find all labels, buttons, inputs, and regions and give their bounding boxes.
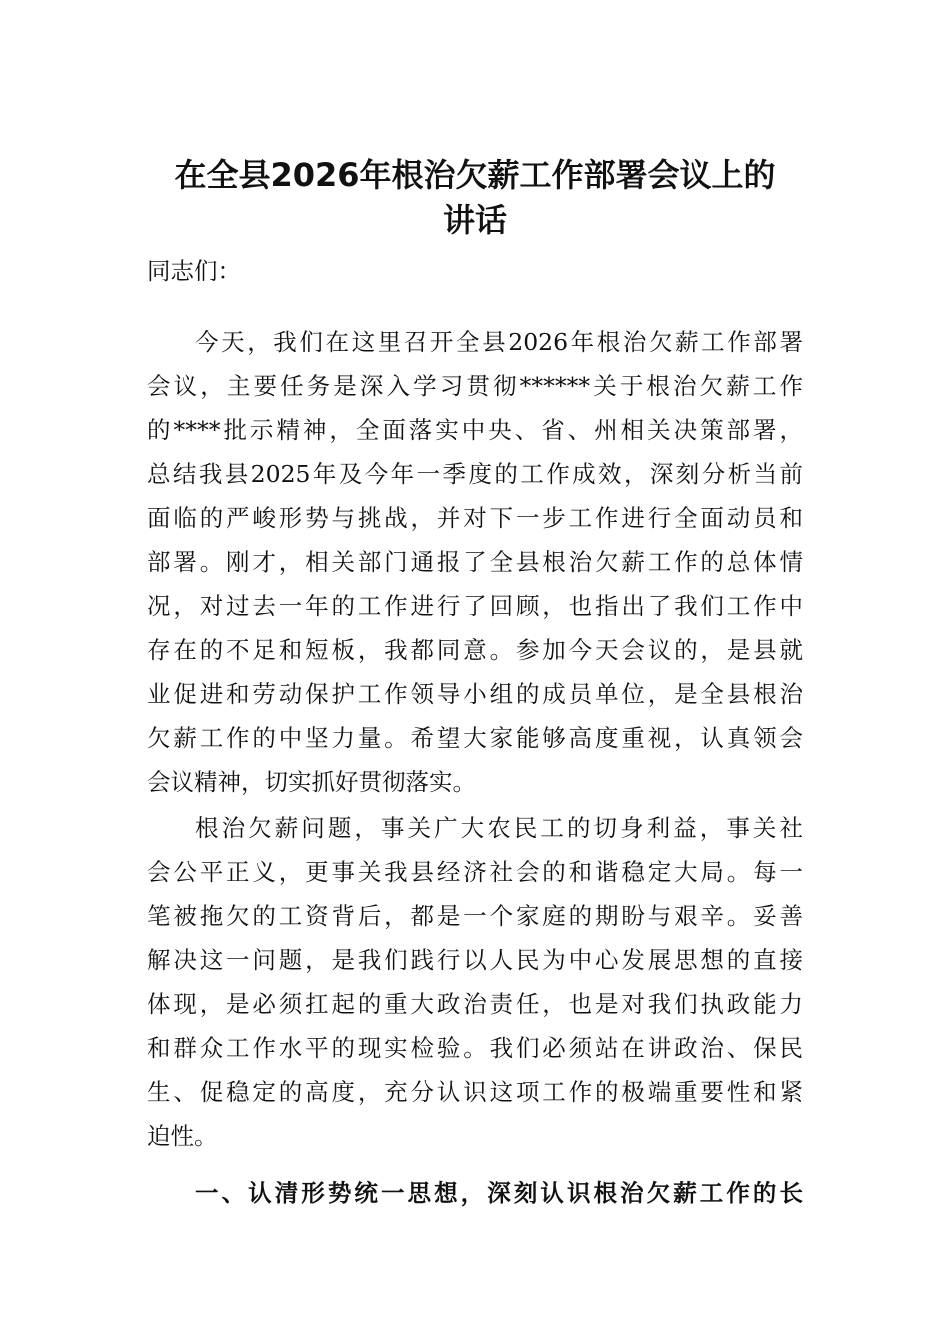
paragraph-line: 迫性。 bbox=[147, 1122, 218, 1150]
paragraph-line: 业促进和劳动保护工作领导小组的成员单位，是全县根治 bbox=[147, 680, 803, 708]
paragraph-line: 况，对过去一年的工作进行了回顾，也指出了我们工作中 bbox=[147, 592, 803, 620]
paragraph-line: 生、促稳定的高度，充分认识这项工作的极端重要性和紧 bbox=[147, 1078, 803, 1106]
paragraph-line: 体现，是必须扛起的重大政治责任，也是对我们执政能力 bbox=[147, 990, 803, 1018]
paragraph-line: 欠薪工作的中坚力量。希望大家能够高度重视，认真领会 bbox=[147, 724, 803, 752]
paragraph-line: 根治欠薪问题，事关广大农民工的切身利益，事关社 bbox=[195, 814, 803, 842]
paragraph-line: 会议精神，切实抓好贯彻落实。 bbox=[147, 768, 476, 796]
paragraph-line: 会公平正义，更事关我县经济社会的和谐稳定大局。每一 bbox=[147, 858, 803, 886]
paragraph-line: 解决这一问题，是我们践行以人民为中心发展思想的直接 bbox=[147, 946, 803, 974]
paragraph-line: 笔被拖欠的工资背后，都是一个家庭的期盼与艰辛。妥善 bbox=[147, 902, 803, 930]
paragraph-line: 面临的严峻形势与挑战，并对下一步工作进行全面动员和 bbox=[147, 504, 803, 532]
paragraph-line: 的****批示精神，全面落实中央、省、州相关决策部署， bbox=[147, 416, 803, 444]
paragraph-line: 存在的不足和短板，我都同意。参加今天会议的，是县就 bbox=[147, 636, 803, 664]
paragraph-line: 部署。刚才，相关部门通报了全县根治欠薪工作的总体情 bbox=[147, 548, 803, 576]
salutation: 同志们： bbox=[147, 257, 241, 285]
section-heading: 一、认清形势统一思想，深刻认识根治欠薪工作的长 bbox=[195, 1179, 803, 1207]
document-title-line-2: 讲话 bbox=[442, 201, 507, 239]
paragraph-line: 总结我县2025年及今年一季度的工作成效，深刻分析当前 bbox=[147, 460, 803, 488]
paragraph-line: 会议，主要任务是深入学习贯彻******关于根治欠薪工作 bbox=[147, 372, 803, 400]
document-title-line-1: 在全县2026年根治欠薪工作部署会议上的 bbox=[174, 156, 776, 194]
paragraph-line: 和群众工作水平的现实检验。我们必须站在讲政治、保民 bbox=[147, 1034, 803, 1062]
paragraph-line: 今天，我们在这里召开全县2026年根治欠薪工作部署 bbox=[195, 328, 803, 356]
